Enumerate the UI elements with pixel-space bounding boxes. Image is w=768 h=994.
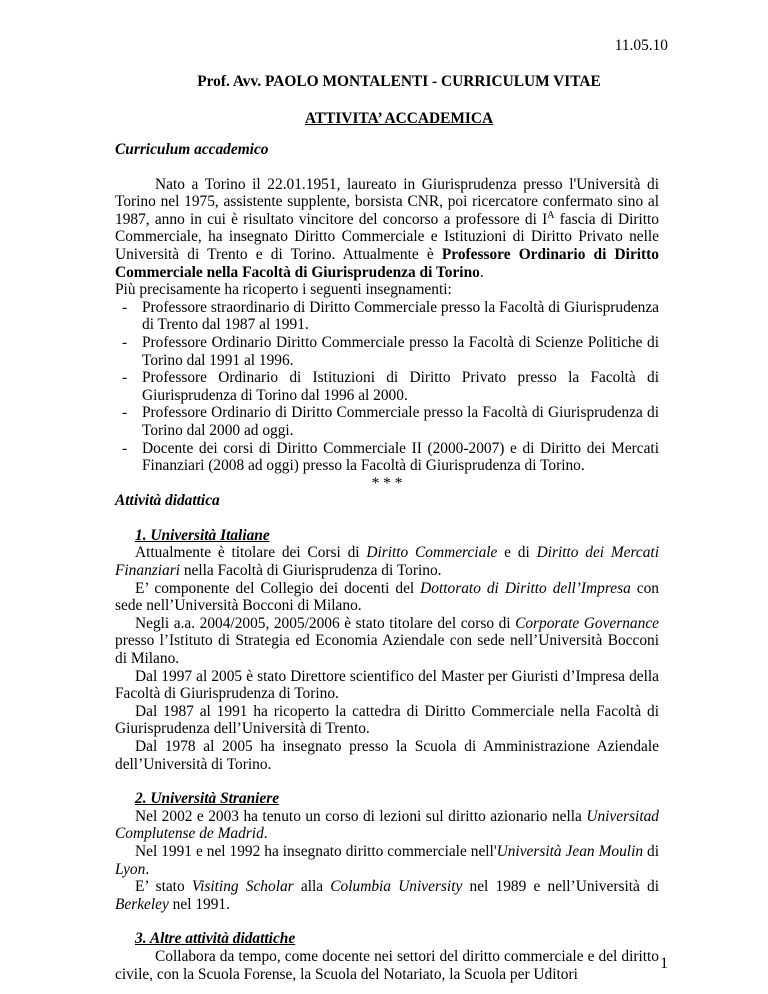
list-item: - Professore Ordinario di Diritto Commerciale presso la Facoltà di Giurisprudenza di Torino dal 2000 ad oggi. xyxy=(115,404,659,439)
italic-text: Universitad Complutense de Madrid xyxy=(115,807,659,843)
list-intro: Più precisamente ha ricoperto i seguenti insegnamenti: xyxy=(115,281,452,299)
list-item: - Professore straordinario di Diritto Commerciale presso la Facoltà di Giurisprudenza di Trento dal 1987 al 1991. xyxy=(115,299,659,334)
text-run: Nato a Torino il 22.01.1951, laureato in Giurisprudenza presso l'Università di Torino nel 1975, assistente supplente, borsista CNR, poi ricercatore confermato sino al 1987, anno in cui è risultato vincitore del concorso a professore di I xyxy=(115,175,659,228)
text-run: nel 1991. xyxy=(168,895,230,913)
text-run: presso l’Istituto di Strategia ed Economia Aziendale con sede nell’Università Bocconi di Milano. xyxy=(115,632,659,668)
list-item: - Professore Ordinario Diritto Commerciale presso la Facoltà di Scienze Politiche di Torino dal 1991 al 1996. xyxy=(115,334,659,369)
didattica-heading: Attività didattica xyxy=(115,492,220,510)
paragraph xyxy=(115,878,659,913)
numbered-heading: 2. Università Straniere xyxy=(135,790,280,808)
section-2-title xyxy=(115,790,659,808)
text-run: . xyxy=(145,860,150,878)
paragraph: Collabora da tempo, come docente nei settori del diritto commerciale e del diritto civile, con la Scuola Forense, la Scuola del Notariato, la Scuola per Uditori xyxy=(115,947,659,983)
paragraph xyxy=(115,544,659,579)
list-item: - Docente dei corsi di Diritto Commerciale II (2000-2007) e di Diritto dei Mercati Finanziari (2008 ad oggi) presso la Facoltà di Giurisprudenza di Torino. xyxy=(115,440,659,475)
list-item: - Professore Ordinario di Istituzioni di Diritto Privato presso la Facoltà di Giurisprudenza di Torino dal 1996 al 2000. xyxy=(115,369,659,404)
numbered-heading: 1. Università Italiane xyxy=(135,526,270,544)
bold-text: Professore Ordinario di Diritto Commerciale nella Facoltà di Giurisprudenza di Torino xyxy=(115,245,659,281)
teaching-list xyxy=(115,299,659,475)
page-number: 1 xyxy=(660,955,668,972)
italic-text: Visiting Scholar xyxy=(191,878,294,896)
text-run: nella Facoltà di Giurisprudenza di Torino. xyxy=(180,562,442,580)
text-run: . xyxy=(263,825,268,843)
section-3-title xyxy=(115,930,659,948)
text-run: Negli a.a. 2004/2005, 2005/2006 è stato titolare del corso di xyxy=(135,614,516,632)
text-run: e di xyxy=(497,544,537,562)
paragraph xyxy=(115,615,659,668)
text-run: . xyxy=(479,263,484,281)
separator-stars: * * * xyxy=(371,474,403,492)
italic-text: Diritto dei Mercati Finanziari xyxy=(115,544,659,580)
text-run: con sede nell’Università Bocconi di Milano. xyxy=(115,579,659,615)
text-run: nel 1989 e nell’Università di xyxy=(462,878,659,896)
section-title: ATTIVITA’ ACCADEMICA xyxy=(304,110,494,127)
document-date: 11.05.10 xyxy=(614,37,668,54)
text-run: alla xyxy=(293,878,331,896)
text-run: fascia di Diritto Commerciale, ha insegnato Diritto Commerciale e Istituzioni di Diritto Privato nelle Università di Trento e di Torino. Attualmente è xyxy=(115,210,659,263)
curriculum-paragraph xyxy=(115,176,659,282)
numbered-heading: 3. Altre attività didattiche xyxy=(135,930,296,948)
text-run: di xyxy=(643,842,659,860)
paragraph xyxy=(115,580,659,615)
paragraph xyxy=(115,808,659,843)
text-run: E’ stato xyxy=(135,878,192,896)
italic-text: Berkeley xyxy=(115,895,169,913)
text-run: Attualmente è titolare dei Corsi di xyxy=(135,544,367,562)
italic-text: Dottorato di Diritto dell’Impresa xyxy=(420,579,631,597)
paragraph xyxy=(115,843,659,878)
italic-text: Diritto Commerciale xyxy=(366,544,498,562)
document-title: Prof. Avv. PAOLO MONTALENTI - CURRICULUM VITAE xyxy=(197,73,601,90)
italic-text: Corporate Governance xyxy=(515,614,659,632)
italic-text: Columbia University xyxy=(330,878,463,896)
curriculum-heading: Curriculum accademico xyxy=(115,141,269,158)
text-run: E’ componente del Collegio dei docenti del xyxy=(135,579,421,597)
paragraph: Dal 1978 al 2005 ha insegnato presso la Scuola di Amministrazione Aziendale dell’Università di Torino. xyxy=(115,738,659,773)
document-body xyxy=(115,141,659,983)
section-1-title xyxy=(115,527,659,545)
text-run: Nel 1991 e nel 1992 ha insegnato diritto commerciale nell' xyxy=(135,842,497,860)
italic-text: Lyon xyxy=(115,860,146,878)
italic-text: Università Jean Moulin xyxy=(496,842,644,860)
superscript: A xyxy=(547,209,555,221)
paragraph: Dal 1997 al 2005 è stato Direttore scientifico del Master per Giuristi d’Impresa della Facoltà di Giurisprudenza di Torino. xyxy=(115,667,659,703)
text-run: Nel 2002 e 2003 ha tenuto un corso di lezioni sul diritto azionario nella xyxy=(135,807,587,825)
paragraph: Dal 1987 al 1991 ha ricoperto la cattedra di Diritto Commerciale nella Facoltà di Giurisprudenza dell’Università di Trento. xyxy=(115,702,659,738)
